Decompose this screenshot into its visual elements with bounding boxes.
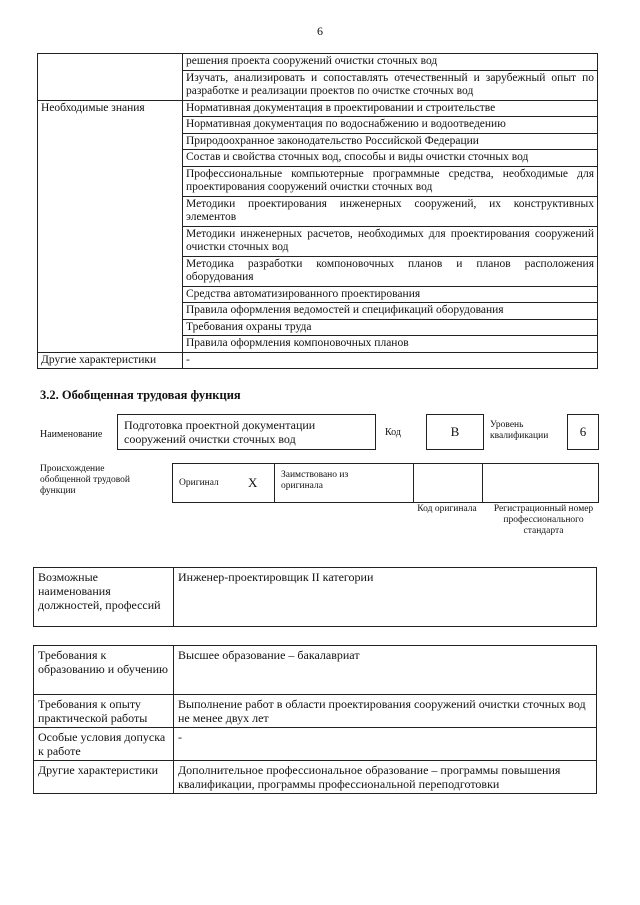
table-row bbox=[38, 54, 598, 71]
origin-divider-1 bbox=[274, 464, 275, 502]
table-row bbox=[38, 352, 598, 369]
table-row bbox=[38, 100, 598, 117]
row-value: Методика разработки компоновочных планов и планов расположения оборудования bbox=[183, 256, 598, 286]
code-value: B bbox=[450, 424, 460, 439]
level-value: 6 bbox=[579, 424, 587, 439]
requirements-table bbox=[33, 645, 597, 794]
requirement-row bbox=[34, 646, 597, 695]
page-number: 6 bbox=[317, 24, 323, 38]
positions-label: Возможные наименования должностей, профессий bbox=[34, 568, 174, 627]
requirement-value: - bbox=[174, 728, 597, 761]
row-value: Состав и свойства сточных вод, способы и виды очистки сточных вод bbox=[183, 150, 598, 167]
positions-table bbox=[33, 567, 597, 627]
positions-row bbox=[34, 568, 597, 627]
row-label bbox=[38, 54, 183, 101]
row-value: - bbox=[183, 352, 598, 369]
requirement-row bbox=[34, 728, 597, 761]
requirement-label: Требования к образованию и обучению bbox=[34, 646, 174, 695]
level-label: Уровень квалификации bbox=[490, 420, 549, 441]
row-value: Требования охраны труда bbox=[183, 319, 598, 336]
section-title: 3.2. Обобщенная трудовая функция bbox=[40, 388, 241, 402]
origin-divider-2 bbox=[413, 464, 414, 502]
borrowed-label: Заимствовано из оригинала bbox=[281, 470, 349, 491]
requirement-value: Выполнение работ в области проектирования сооружений очистки сточных вод не менее двух лет bbox=[174, 695, 597, 728]
row-value: решения проекта сооружений очистки сточных вод bbox=[183, 54, 598, 71]
positions-value: Инженер-проектировщик II категории bbox=[174, 568, 597, 627]
row-value: Методики инженерных расчетов, необходимых для проектирования сооружений очистки сточных вод bbox=[183, 226, 598, 256]
row-value: Профессиональные компьютерные программные средства, необходимые для проектирования сооружений очистки сточных вод bbox=[183, 166, 598, 196]
requirement-label: Другие характеристики bbox=[34, 761, 174, 794]
origin-table bbox=[172, 463, 599, 503]
reg-caption: Регистрационный номер профессионального стандарта bbox=[493, 504, 594, 536]
row-value: Нормативная документация по водоснабжению и водоотведению bbox=[183, 117, 598, 134]
origin-divider-3 bbox=[482, 464, 483, 502]
knowledge-table bbox=[37, 53, 598, 369]
row-value: Правила оформления компоновочных планов bbox=[183, 336, 598, 353]
requirement-value: Дополнительное профессиональное образование – программы повышения квалификации, программы профессиональной переподготовки bbox=[174, 761, 597, 794]
row-value: Нормативная документация в проектировании и строительстве bbox=[183, 100, 598, 117]
row-value: Правила оформления ведомостей и спецификаций оборудования bbox=[183, 303, 598, 320]
name-value: Подготовка проектной документации сооружений очистки сточных вод bbox=[124, 418, 316, 446]
code-value-box bbox=[426, 414, 484, 450]
original-label: Оригинал bbox=[179, 478, 219, 488]
name-label: Наименование bbox=[40, 429, 103, 440]
row-label: Необходимые знания bbox=[38, 100, 183, 352]
code-caption: Код оригинала bbox=[417, 504, 477, 514]
requirement-row bbox=[34, 695, 597, 728]
requirement-label: Особые условия допуска к работе bbox=[34, 728, 174, 761]
origin-label: Происхождение обобщенной трудовой функции bbox=[40, 464, 130, 496]
row-value: Методики проектирования инженерных сооружений, их конструктивных элементов bbox=[183, 196, 598, 226]
requirement-row bbox=[34, 761, 597, 794]
row-value: Изучать, анализировать и сопоставлять отечественный и зарубежный опыт по разработке и реализации проектов по очистке сточных вод bbox=[183, 70, 598, 100]
row-label: Другие характеристики bbox=[38, 352, 183, 369]
original-mark: X bbox=[248, 475, 258, 490]
level-value-box bbox=[567, 414, 599, 450]
row-value: Природоохранное законодательство Российской Федерации bbox=[183, 133, 598, 150]
requirement-label: Требования к опыту практической работы bbox=[34, 695, 174, 728]
name-value-box bbox=[117, 414, 376, 450]
requirement-value: Высшее образование – бакалавриат bbox=[174, 646, 597, 695]
row-value: Средства автоматизированного проектирования bbox=[183, 286, 598, 303]
code-label: Код bbox=[385, 427, 401, 438]
